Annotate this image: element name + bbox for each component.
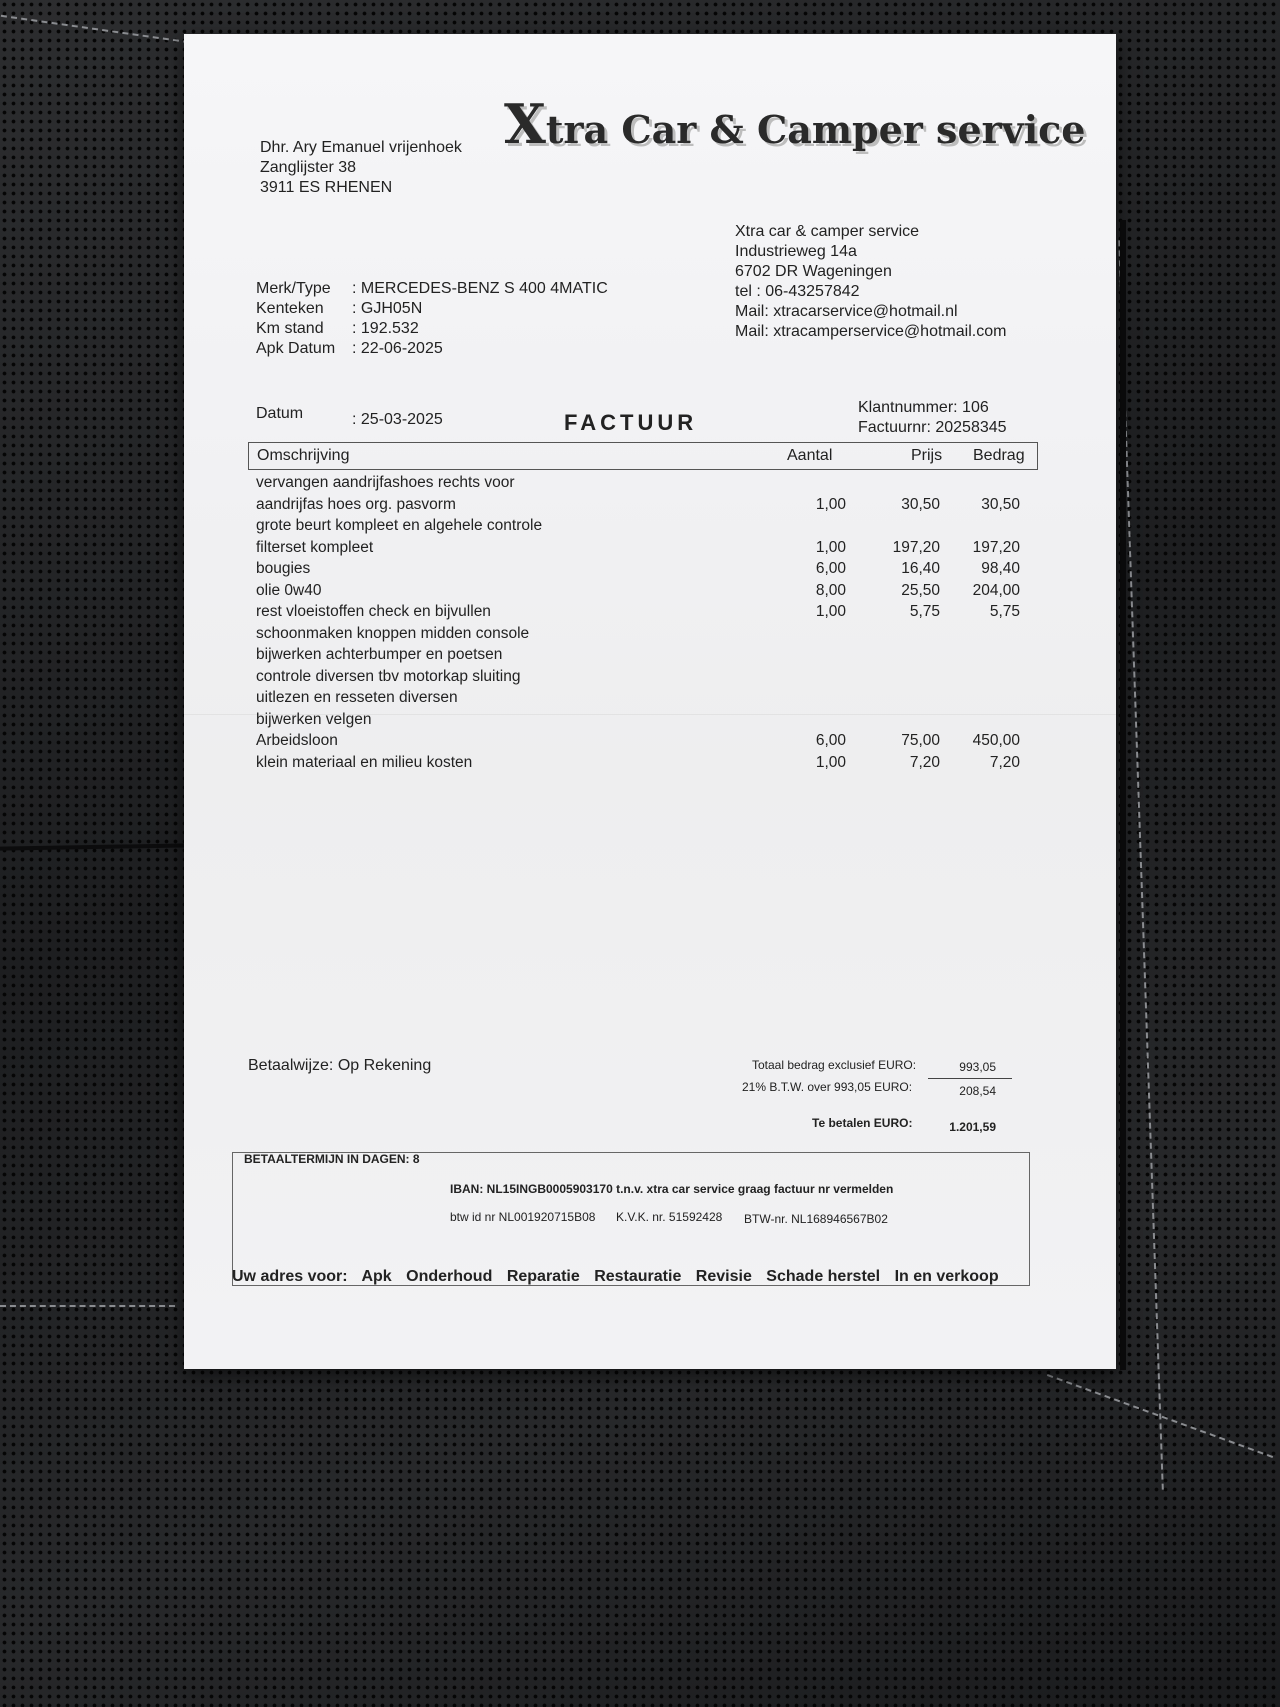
header-quantity: Aantal <box>787 447 833 464</box>
pay-value: 1.201,59 <box>949 1120 996 1134</box>
invoice-date-value: : 25-03-2025 <box>352 411 443 428</box>
company-address <box>735 222 1006 342</box>
total-excl-label: Totaal bedrag exclusief EURO: <box>752 1058 917 1072</box>
table-row: aandrijfas hoes org. pasvorm 1,00 30,50 30,50 <box>256 495 1020 513</box>
table-row: bougies 6,00 16,40 98,40 <box>256 560 1020 577</box>
services-label: Uw adres voor: <box>232 1268 348 1285</box>
customer-city: 3911 ES RHENEN <box>260 179 393 196</box>
table-row: grote beurt kompleet en algehele controle <box>256 517 543 534</box>
table-row: olie 0w40 8,00 25,50 204,00 <box>256 581 1020 599</box>
btw-number: BTW-nr. NL168946567B02 <box>744 1212 888 1226</box>
service-item: Onderhoud <box>406 1268 493 1285</box>
header-price: Prijs <box>911 447 943 464</box>
total-excl-value: 993,05 <box>959 1060 996 1074</box>
vehicle-row: Merk/Type : MERCEDES-BENZ S 400 4MATIC <box>256 280 608 297</box>
vat-label: 21% B.T.W. over 993,05 EURO: <box>742 1080 913 1094</box>
company-phone: tel : 06-43257842 <box>735 283 860 300</box>
table-row: controle diversen tbv motorkap sluiting <box>256 667 521 685</box>
seat-crease <box>0 843 190 850</box>
company-mail-2: Mail: xtracamperservice@hotmail.com <box>735 323 1007 340</box>
vehicle-row: Apk Datum : 22-06-2025 <box>256 340 443 357</box>
table-row: vervangen aandrijfashoes rechts voor <box>256 474 515 491</box>
service-item: Revisie <box>695 1268 752 1285</box>
vehicle-row: Kenteken : GJH05N <box>256 300 423 317</box>
leather-seam <box>0 1305 175 1307</box>
totals-divider <box>928 1078 1012 1079</box>
customer-number: Klantnummer: 106 <box>858 399 989 416</box>
invoice-date-label: Datum <box>256 405 304 422</box>
company-logo: Xtra Car & Camper service <box>504 92 1086 156</box>
customer-street: Zanglijster 38 <box>260 159 357 176</box>
service-item: Apk <box>361 1268 392 1285</box>
company-mail-1: Mail: xtracarservice@hotmail.nl <box>735 303 958 320</box>
customer-name: Dhr. Ary Emanuel vrijenhoek <box>260 139 462 156</box>
invoice-title: FACTUUR <box>564 410 698 435</box>
btw-id: btw id nr NL001920715B08 <box>450 1210 596 1224</box>
header-amount: Bedrag <box>973 447 1025 464</box>
payment-term: BETAALTERMIJN IN DAGEN: 8 <box>244 1152 420 1166</box>
invoice-number: Factuurnr: 20258345 <box>858 419 1007 436</box>
company-name: Xtra car & camper service <box>735 223 920 240</box>
vehicle-row: Km stand : 192.532 <box>256 320 419 337</box>
kvk-number: K.V.K. nr. 51592428 <box>616 1210 723 1224</box>
invoice-sheet <box>184 34 1116 1369</box>
service-item: Schade herstel <box>766 1268 881 1285</box>
table-row: uitlezen en resseten diversen <box>256 689 458 706</box>
iban-line: IBAN: NL15INGB0005903170 t.n.v. xtra car service graag factuur nr vermelden <box>450 1182 894 1196</box>
pay-label: Te betalen EURO: <box>812 1116 913 1130</box>
service-item: Reparatie <box>506 1268 580 1285</box>
services-line <box>232 1268 1009 1286</box>
table-row: klein materiaal en milieu kosten 1,00 7,20 7,20 <box>256 753 1020 771</box>
seat-crease <box>1120 220 1126 1370</box>
table-row: bijwerken velgen <box>256 710 372 728</box>
table-row: rest vloeistoffen check en bijvullen 1,00 5,75 5,75 <box>256 603 1020 620</box>
service-item: Restauratie <box>594 1268 682 1285</box>
company-street: Industrieweg 14a <box>735 243 857 260</box>
table-row: Arbeidsloon 6,00 75,00 450,00 <box>256 732 1020 749</box>
vehicle-info <box>256 280 608 360</box>
header-description: Omschrijving <box>257 447 350 464</box>
company-city: 6702 DR Wageningen <box>735 263 892 280</box>
table-row: schoonmaken knoppen midden console <box>256 624 530 642</box>
payment-method: Betaalwijze: Op Rekening <box>248 1057 432 1074</box>
vat-value: 208,54 <box>959 1084 996 1098</box>
leather-seam <box>1 15 189 43</box>
service-item: In en verkoop <box>894 1268 999 1285</box>
customer-address <box>260 138 462 198</box>
table-header <box>248 442 1038 470</box>
invoice-lines <box>256 474 1036 775</box>
table-row: bijwerken achterbumper en poetsen <box>256 646 503 663</box>
table-row: filterset kompleet 1,00 197,20 197,20 <box>256 538 1020 556</box>
